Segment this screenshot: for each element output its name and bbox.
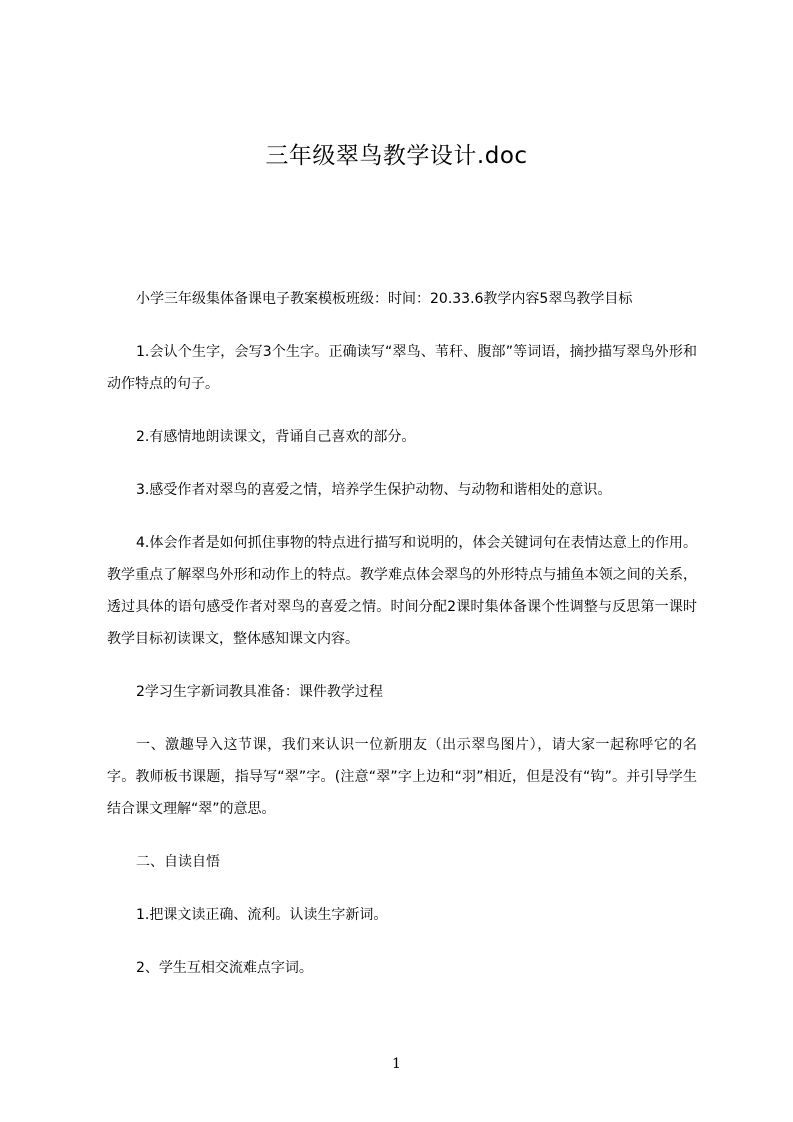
paragraph-objective-1: 1.会认个生字，会写3个生字。正确读写“翠鸟、苇秆、腹部”等词语，摘抄描写翠鸟外形和动作特点的句子。 — [107, 344, 697, 392]
paragraph-objective-2: 2.有感情地朗读课文，背诵自己喜欢的部分。 — [136, 429, 416, 445]
document-title: 三年级翠鸟教学设计.doc — [265, 143, 528, 169]
page-number: 1 — [392, 1056, 401, 1072]
paragraph-step-two-heading: 二、自读自悟 — [136, 854, 220, 870]
paragraph-step-one: 一、激趣导入这节课，我们来认识一位新朋友（出示翠鸟图片），请大家一起称呼它的名字。教师板书课题，指导写“翠”字。(注意“翠”字上边和“羽”相近，但是没有“钩”。并引导学生结合课文理解“翠”的意思。 — [107, 737, 697, 817]
paragraph-preparation: 2学习生字新词教具准备：课件教学过程 — [136, 684, 383, 700]
paragraph-intro: 小学三年级集体备课电子教案模板班级：时间：20.33.6教学内容5翠鸟教学目标 — [136, 291, 633, 307]
document-body — [107, 283, 697, 1005]
paragraph-objective-3: 3.感受作者对翠鸟的喜爱之情，培养学生保护动物、与动物和谐相处的意识。 — [136, 482, 612, 498]
paragraph-objective-4: 4.体会作者是如何抓住事物的特点进行描写和说明的，体会关键词句在表情达意上的作用。教学重点了解翠鸟外形和动作上的特点。教学难点体会翠鸟的外形特点与捕鱼本领之间的关系，透过具体的语句感受作者对翠鸟的喜爱之情。时间分配2课时集体备课个性调整与反思第一课时教学目标初读课文，整体感知课文内容。 — [107, 535, 697, 647]
paragraph-step-two-item-1: 1.把课文读正确、流利。认读生字新词。 — [136, 907, 388, 923]
paragraph-step-two-item-2: 2、学生互相交流难点字词。 — [136, 960, 313, 976]
